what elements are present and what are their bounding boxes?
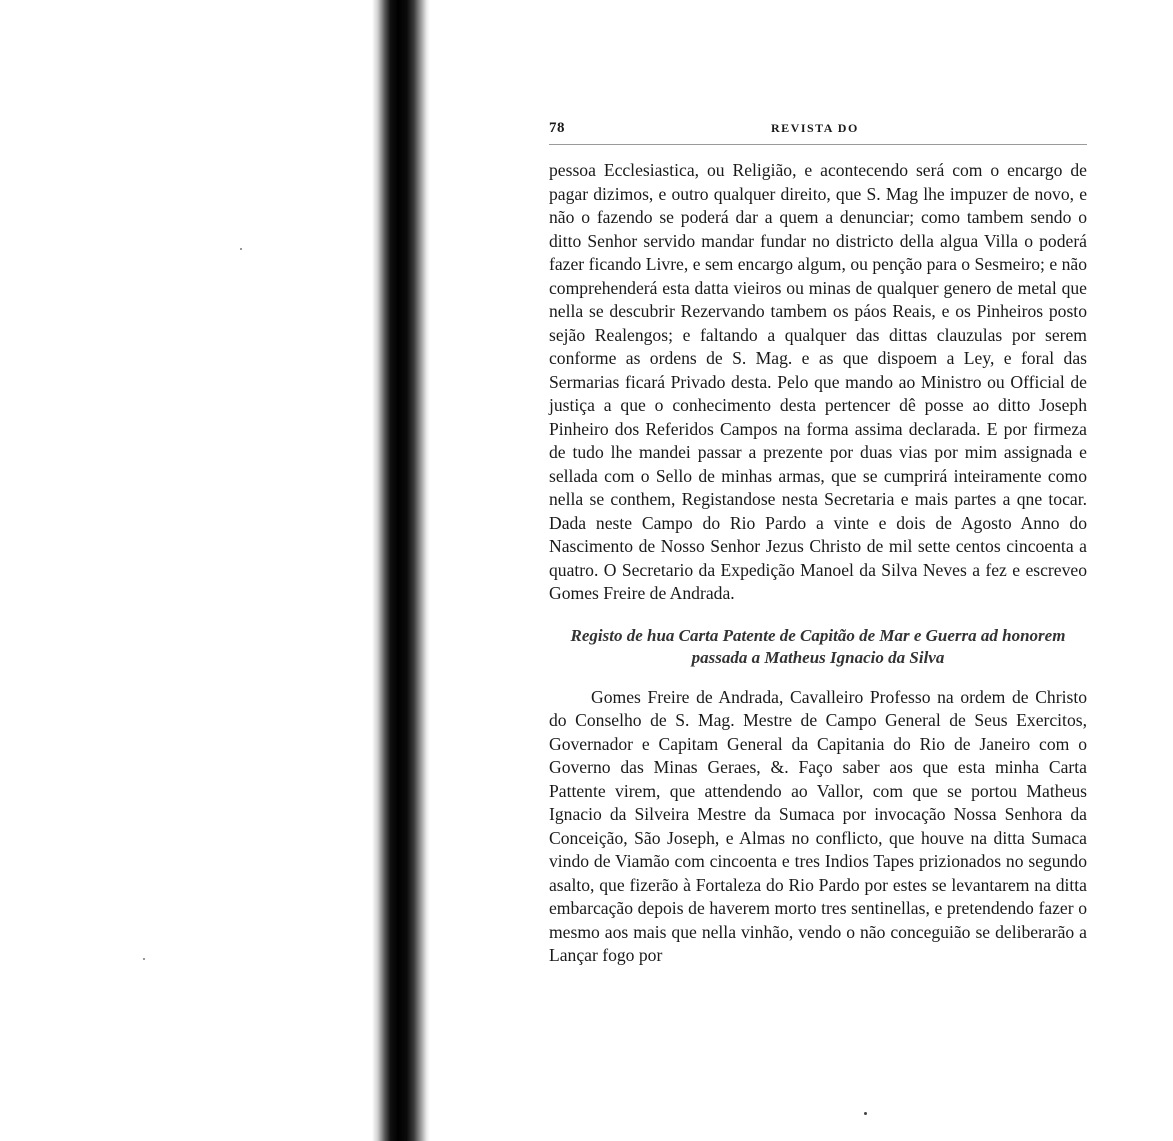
running-title: REVISTA DO xyxy=(771,121,859,135)
paragraph: Gomes Freire de Andrada, Cavalleiro Professo na ordem de Christo do Conselho de S. Mag. Mestre de Campo General de Seus Exercitos, Governador e Capitam General da Capitania do Rio de Janeiro com o Governo das Minas Geraes, &. Faço saber aos que esta minha Carta Pattente virem, que attendendo ao Vallor, com que se portou Matheus Ignacio da Silveira Mestre da Sumaca por invocação Nossa Senhora da Conceição, São Joseph, e Almas no conflicto, que houve na ditta Sumaca vindo de Viamão com cincoenta e tres Indios Tapes prizionados no segundo asalto, que fizerão à Fortaleza do Rio Pardo por estes se levantarem na ditta embarcação depois de haverem morto tres sentinellas, e pretendendo fazer o mesmo aos mais que nella vinhão, vendo o não conceguião se deliberarão a Lançar fogo por xyxy=(549,686,1087,965)
body-text xyxy=(549,159,1087,968)
page-speck xyxy=(864,1112,867,1115)
paragraph: pessoa Ecclesiastica, ou Religião, e acontecendo será com o encargo de pagar dizimos, e outro qualquer direito, que S. Mag lhe impuzer de novo, e não o fazendo se poderá dar a quem a denunciar; como tambem sendo o ditto Senhor servido mandar fundar no districto della algua Villa o poderá fazer ficando Livre, e sem encargo algum, ou penção para o Sesmeiro; e não comprehenderá esta datta vieiros ou minas de qualquer genero de metal que nella se descubrir Rezervando tambem os páos Reais, e os Pinheiros posto sejão Realengos; e faltando a qualquer das dittas clauzulas por serem conforme as ordens de S. Mag. e as que dispoem a Ley, e foral das Sermarias ficará Privado desta. Pelo que mando ao Ministro ou Official de justiça a que o conhecimento desta pertencer dê posse ao ditto Joseph Pinheiro dos Referidos Campos na forma assima declarada. E por firmeza de tudo lhe mandei passar a prezente por duas vias por mim assignada e sellada com o Sello de minhas armas, que se cumprirá inteiramente como nella se conthem, Registandose nesta Secretaria e mais partes a qne tocar. Dada neste Campo do Rio Pardo a vinte e dois de Agosto Anno do Nascimento de Nosso Senhor Jezus Christo de mil sette centos cincoenta a quatro. O Secretario da Expedição Manoel da Silva Neves a fez e escreveo Gomes Freire de Andrada. xyxy=(549,160,1087,603)
page-number: 78 xyxy=(549,120,565,136)
page-speck xyxy=(143,958,145,960)
left-page xyxy=(0,0,380,1141)
page-speck xyxy=(240,248,242,250)
right-page xyxy=(549,118,1087,968)
section-heading: Registo de hua Carta Patente de Capitão de Mar e Guerra ad honorem passada a Matheus Ignacio da Silva xyxy=(570,625,1066,667)
running-head xyxy=(549,118,1087,145)
book-spine-shadow xyxy=(372,0,430,1141)
